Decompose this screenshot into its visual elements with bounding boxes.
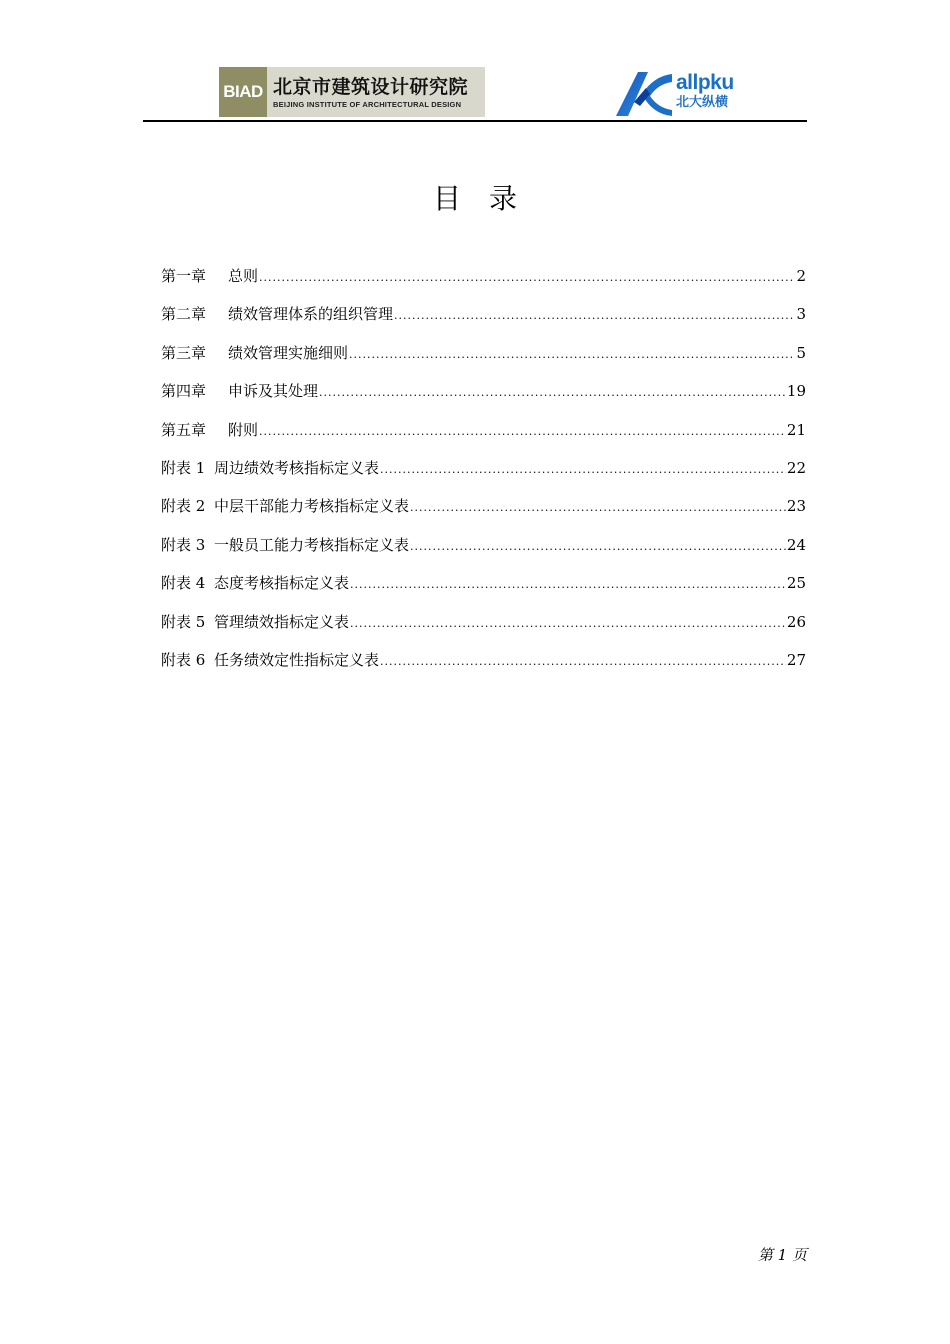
toc-entry-page: 24 [786,535,806,554]
biad-logo [219,67,485,117]
toc-entry-label: 第二章 [161,305,207,324]
toc-entry-title: 中层干部能力考核指标定义表 [214,497,410,516]
toc-entry-page: 3 [796,305,806,324]
biad-name-cn: 北京市建筑设计研究院 [273,75,469,98]
toc-dot-leader [259,259,795,297]
toc-dot-leader [380,451,786,489]
biad-name-en: BEIJING INSTITUTE OF ARCHITECTURAL DESIGN [273,99,462,109]
toc-entry[interactable] [161,411,806,449]
biad-logo-mark: BIAD [219,67,267,117]
toc-entry-label: 附表 4 [161,574,206,593]
toc-entry[interactable] [161,295,806,333]
toc-entry[interactable] [161,449,806,487]
toc-dot-leader [349,336,795,374]
toc-entry-page: 2 [796,267,806,285]
toc-dot-leader [350,566,786,604]
toc-entry-label: 附表 5 [161,612,206,631]
toc-entry-label: 附表 3 [161,535,206,554]
toc-dot-leader [380,643,786,681]
biad-logo-text [267,67,485,117]
toc-entry-title: 任务绩效定性指标定义表 [214,650,380,669]
table-of-contents [161,257,806,679]
toc-entry-page: 25 [786,574,806,593]
toc-entry[interactable] [161,603,806,641]
toc-entry-title: 总则 [228,267,259,285]
toc-entry-title: 周边绩效考核指标定义表 [214,458,380,477]
allpku-logo [614,66,738,118]
page-header [0,0,950,124]
allpku-name-cn: 北大纵横 [676,95,729,110]
toc-dot-leader [394,297,795,335]
toc-entry-page: 19 [786,382,806,401]
toc-entry-label: 第三章 [161,343,207,362]
toc-entry-label: 第四章 [161,382,207,401]
toc-entry-page: 22 [786,458,806,477]
toc-entry-page: 26 [786,612,806,631]
toc-entry-title: 一般员工能力考核指标定义表 [214,535,410,554]
toc-entry-label: 第一章 [161,267,207,285]
toc-dot-leader [259,413,786,451]
toc-entry-page: 21 [786,420,806,439]
toc-entry-page: 27 [786,650,806,669]
toc-entry-label: 第五章 [161,420,207,439]
toc-dot-leader [350,605,786,643]
toc-entry[interactable] [161,526,806,564]
toc-entry-page: 23 [786,497,806,516]
toc-entry[interactable] [161,564,806,602]
toc-entry-label: 附表 2 [161,497,206,516]
toc-entry[interactable] [161,487,806,525]
toc-entry-title: 绩效管理实施细则 [228,343,349,362]
toc-entry-label: 附表 1 [161,458,206,477]
toc-dot-leader [410,528,786,566]
toc-entry-page: 5 [796,343,806,362]
allpku-logo-icon [614,66,674,118]
toc-entry[interactable] [161,641,806,679]
toc-entry-title: 态度考核指标定义表 [214,574,350,593]
header-divider [143,120,807,122]
toc-dot-leader [410,489,786,527]
toc-entry-label: 附表 6 [161,650,206,669]
toc-entry-title: 附则 [228,420,259,439]
toc-entry-title: 申诉及其处理 [228,382,319,401]
page-number: 第 1 页 [757,1246,807,1264]
toc-entry[interactable] [161,257,806,295]
page-title: 目录 [432,182,545,215]
allpku-name-en: allpku [676,71,734,94]
toc-entry[interactable] [161,334,806,372]
toc-entry-title: 管理绩效指标定义表 [214,612,350,631]
toc-entry-title: 绩效管理体系的组织管理 [228,305,394,324]
toc-dot-leader [319,374,786,412]
toc-entry[interactable] [161,372,806,410]
